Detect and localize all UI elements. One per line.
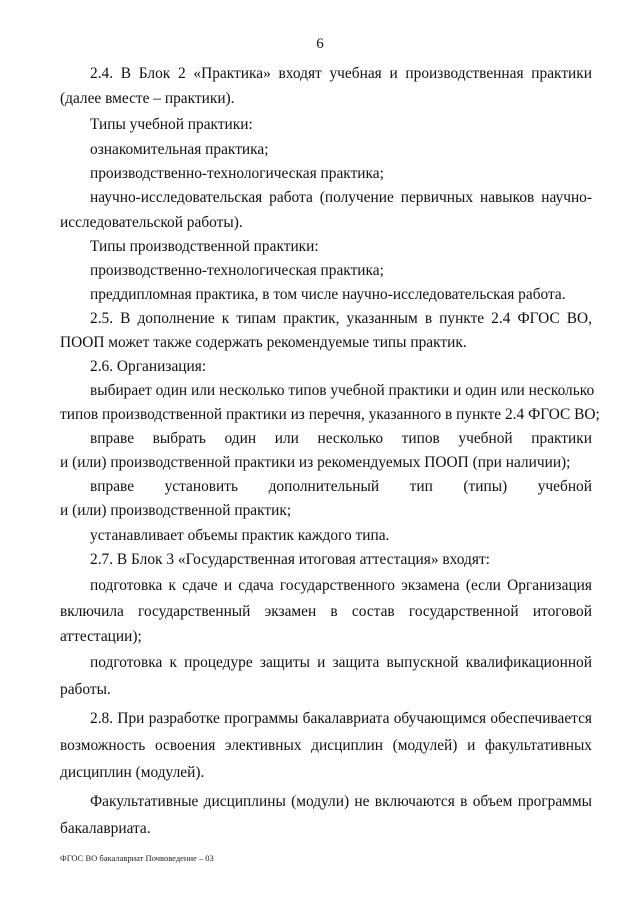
text-line: научно-исследовательская работа (получение первичных навыков научно-: [90, 189, 592, 206]
text-line: подготовка к сдаче и сдача государственного экзамена (если Организация: [90, 577, 592, 594]
text-line: Типы производственной практики:: [90, 238, 319, 255]
text-line: вправе установить дополнительный тип (типы) учебной: [90, 478, 592, 495]
text-line: (далее вместе – практики).: [60, 90, 235, 107]
text-line: 2.4. В Блок 2 «Практика» входят учебная и производственная практики: [90, 65, 592, 82]
page-footer: ФГОС ВО бакалавриат Почвоведение – 03: [60, 853, 214, 863]
text-line: аттестации);: [60, 628, 142, 645]
text-line: работы.: [60, 681, 111, 698]
text-line: 2.6. Организация:: [90, 358, 207, 375]
text-line: подготовка к процедуре защиты и защита выпускной квалификационной: [90, 654, 592, 671]
text-line: 2.7. В Блок 3 «Государственная итоговая аттестация» входят:: [90, 551, 490, 568]
text-line: вправе выбрать один или несколько типов учебной практики: [90, 430, 592, 447]
text-line: возможность освоения элективных дисциплин (модулей) и факультативных: [60, 737, 592, 754]
text-line: дисциплин (модулей).: [60, 764, 205, 781]
text-line: устанавливает объемы практик каждого типа.: [90, 527, 390, 544]
page-number: 6: [316, 36, 324, 52]
text-line: включила государственный экзамен в состав государственной итоговой: [60, 603, 592, 620]
text-line: ознакомительная практика;: [90, 141, 269, 158]
text-line: бакалавриата.: [60, 820, 151, 837]
text-line: производственно-технологическая практика;: [90, 262, 384, 279]
text-line: и (или) производственной практики из рекомендуемых ПООП (при наличии);: [60, 454, 571, 471]
text-line: ПООП может также содержать рекомендуемые типы практик.: [60, 334, 467, 351]
text-line: и (или) производственной практик;: [60, 502, 292, 519]
text-line: исследовательской работы).: [60, 214, 243, 231]
text-line: преддипломная практика, в том числе научно-исследовательская работа.: [90, 286, 566, 303]
text-line: производственно-технологическая практика;: [90, 165, 384, 182]
text-line: типов производственной практики из перечня, указанного в пункте 2.4 ФГОС ВО;: [60, 406, 600, 423]
text-line: выбирает один или несколько типов учебной практики и один или несколько: [90, 382, 595, 399]
text-line: Типы учебной практики:: [90, 116, 253, 133]
text-line: Факультативные дисциплины (модули) не включаются в объем программы: [90, 793, 592, 810]
text-line: 2.8. При разработке программы бакалавриата обучающимся обеспечивается: [90, 710, 592, 727]
text-line: 2.5. В дополнение к типам практик, указанным в пункте 2.4 ФГОС ВО,: [90, 310, 592, 327]
